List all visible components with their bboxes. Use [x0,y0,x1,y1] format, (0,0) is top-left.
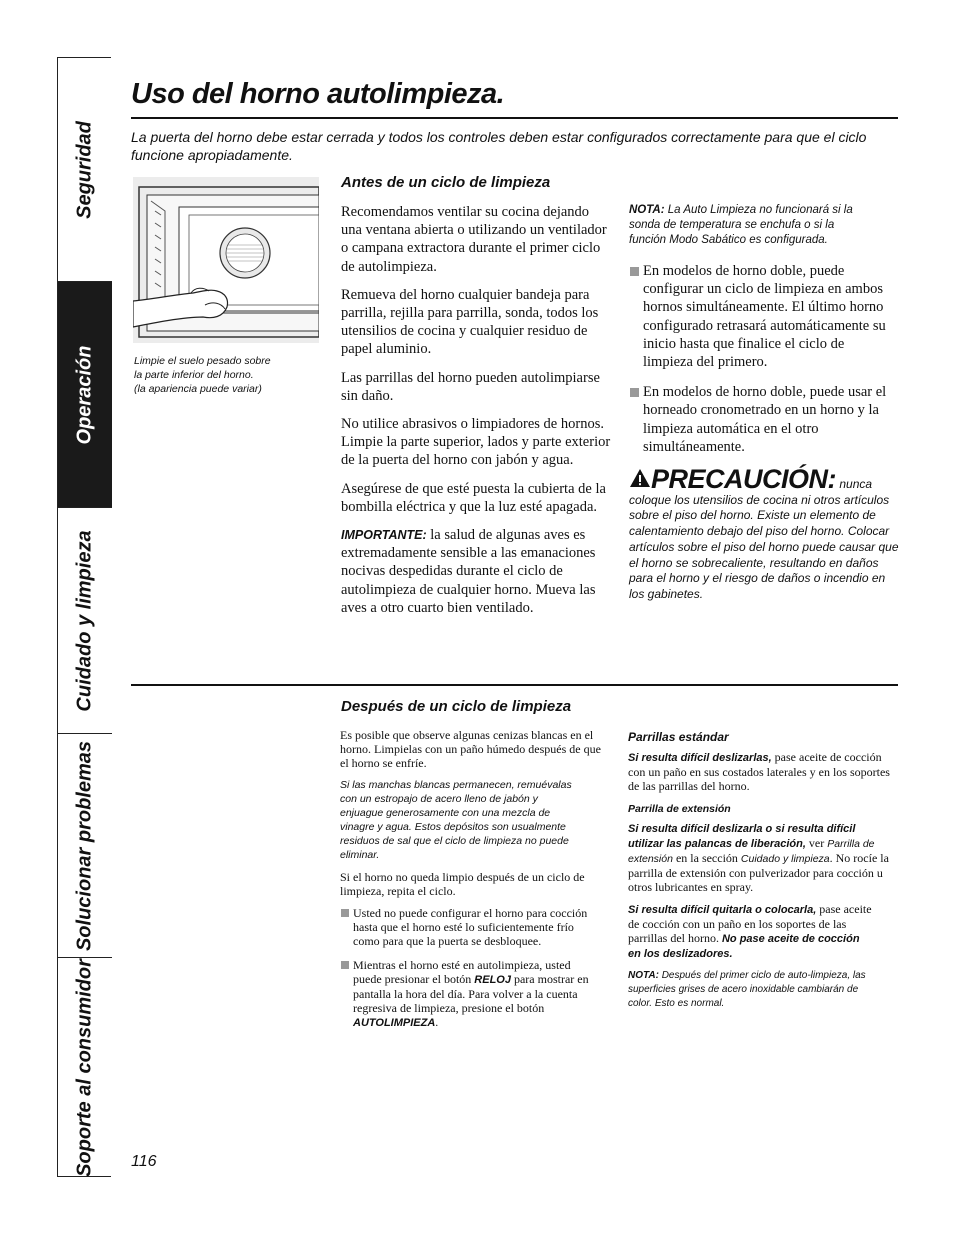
tab-seguridad[interactable] [58,58,112,282]
before-cleaning-column [341,203,611,627]
extension-heading [628,801,892,816]
heading-text: Parrilla de extensión [628,803,731,815]
tab-operacion[interactable] [58,282,112,508]
title-rule [131,117,898,119]
bold-text: Si resulta difícil deslizarlas, [628,752,772,764]
caution-text: coloque los utensilios de cocina ni otros artículos sobre el piso del horno. Existe un elemento de calentamiento debajo del piso del horno. Colocar artículos sobre el piso del horno puede causar que el horno se sobrecaliente, resultando en daños para el horno y el riesgo de daños o incendio en los gabinetes. [629,492,899,601]
section-rule [131,684,898,686]
bullet: Usted no puede configurar el horno para cocción hasta que el horno esté lo suficientemente frío como para que la puerta se desbloquee. [340,906,599,948]
intro-text: La puerta del horno debe estar cerrada y todos los controles deben estar configurados correctamente para que el ciclo funcione apropiadamente. [131,129,867,163]
paragraph: Recomendamos ventilar su cocina dejando una ventana abierta o utilizando un ventilador o campana extractora durante el primer ciclo de autolimpieza. [341,204,607,275]
reference: Cuidado y limpieza [740,853,830,865]
tab-label: Solucionar problemas [73,740,96,951]
caption-line: Limpie el suelo pesado sobre [134,355,271,367]
bullet-text: Mientras el horno esté en autolimpieza, usted puede presionar el botón [353,958,571,986]
finish-note [628,969,880,1011]
text: pase aceite de cocción con un paño en los soportes de las parrillas del horno. [628,902,872,945]
caption-line: la parte inferior del horno. [134,369,254,381]
caption-line: (la apariencia puede variar) [134,383,262,395]
note-text: La Auto Limpieza no funcionará si la sonda de temperatura se enchufa o si la función Modo Sabático es configurada. [629,204,853,246]
before-cleaning-heading: Antes de un ciclo de limpieza [341,174,551,191]
paragraph: No utilice abrasivos o limpiadores de hornos. Limpie la parte superior, lados y parte exterior de la puerta del horno con jabón y agua. [341,416,611,469]
racks-column [628,730,892,1019]
extension-paragraph [628,821,892,894]
paragraph: Si el horno no queda limpio después de un ciclo de limpieza, repita el ciclo. [340,870,585,898]
tab-label: Operación [73,345,96,444]
tab-label: Soporte al consumidor [73,959,96,1177]
reference: Parrilla de extensión [628,838,875,865]
text: pase aceite de cocción con un paño en sus costados laterales y en los soportes de las parrillas del horno. [628,750,890,793]
warning-icon [629,468,651,493]
tab-soporte-al-consumidor[interactable] [58,958,112,1178]
tab-cuidado-y-limpieza[interactable] [58,508,112,734]
paragraph: Es posible que observe algunas cenizas blancas en el horno. Limpielas con un paño húmedo después de que el horno se enfríe. [340,728,601,770]
notes-column [629,203,901,603]
bold-text: Si resulta difícil quitarla o colocarla, [628,904,817,916]
italic-paragraph: Si las manchas blancas permanecen, remuévalas con un estropajo de acero lleno de jabón y enjuague generosamente con una mezcla de vinagre y agua. Estos depósitos son usualmente residuos de sal que el ciclo de limpieza no puede eliminar. [340,779,572,861]
text: en la sección [675,851,738,865]
note-label: NOTA: [628,970,659,981]
bold-text: Si resulta difícil deslizarla o si resulta difícil utilizar las palancas de liberación, [628,823,856,850]
tab-label: Seguridad [73,120,96,219]
paragraph: Asegúrese de que esté puesta la cubierta de la bombilla eléctrica y que la luz esté apagada. [341,480,606,515]
note-text: Después del primer ciclo de auto-limpieza, las superficies grises de acero inoxidable cambiarán de color. Esto es normal. [628,970,866,1009]
caution-box [629,464,901,603]
text: ver [808,836,825,850]
caution-text: nunca [839,477,873,492]
side-navigation [57,57,111,1177]
tab-solucionar-problemas[interactable] [58,734,112,958]
autolimpieza-label: AUTOLIMPIEZA [353,1017,436,1029]
remove-paragraph [628,902,872,961]
racks-heading [628,730,892,744]
sabbath-note [629,203,869,248]
oven-cleaning-illustration [133,177,319,343]
important-paragraph [341,526,611,617]
important-label: IMPORTANTE: [341,528,427,543]
bold-text: No pase aceite de cocción en los deslizadores. [628,933,860,960]
tab-label: Cuidado y limpieza [73,529,96,712]
racks-paragraph [628,750,892,793]
caution-title: PRECAUCIÓN: [651,464,837,495]
reloj-label: RELOJ [474,974,511,986]
page-title: Uso del horno autolimpieza. [131,78,505,110]
bullet-text: para mostrar en pantalla la hora del día. Para volver a la cuenta regresiva de limpieza, presione el botón [353,972,589,1015]
note-label: NOTA: [629,204,665,216]
paragraph: Las parrillas del horno pueden autolimpiarse sin daño. [341,369,600,404]
page-number: 116 [131,1153,157,1170]
after-cleaning-heading: Después de un ciclo de limpieza [341,698,572,715]
illustration-caption [134,354,324,396]
double-oven-bullet: En modelos de horno doble, puede configurar un ciclo de limpieza en ambos hornos simultáneamente. El último horno configurado retrasará automáticamente su inicio hasta que finalice el ciclo de limpieza del primero. [629,262,893,371]
double-oven-bullet: En modelos de horno doble, puede usar el horneado cronometrado en un horno y la limpieza automática en el otro simultáneamente. [629,383,893,456]
paragraph: Remueva del horno cualquier bandeja para parrilla, rejilla para parrilla, sonda, todos los utensilios de cocina y cualquier residuo de papel aluminio. [341,286,599,358]
text: . No rocíe la parrilla de extensión con pulverizador para cocción u otros lubricantes en spray. [628,851,889,894]
after-cleaning-column [340,728,606,1040]
heading-text: Parrillas estándar [628,730,729,744]
bullet: Mientras el horno esté en autolimpieza, usted puede presionar el botón RELOJ para mostrar en pantalla la hora del día. Para volver a la cuenta regresiva de limpieza, presione el botón AUTOLIMPIEZA. [340,958,599,1030]
important-text: la salud de algunas aves es extremadamente sensible a las emanaciones nocivas despedidas durante el ciclo de autolimpieza de cualquier horno. Mueva las aves a otro cuarto bien ventilado. [341,527,596,616]
